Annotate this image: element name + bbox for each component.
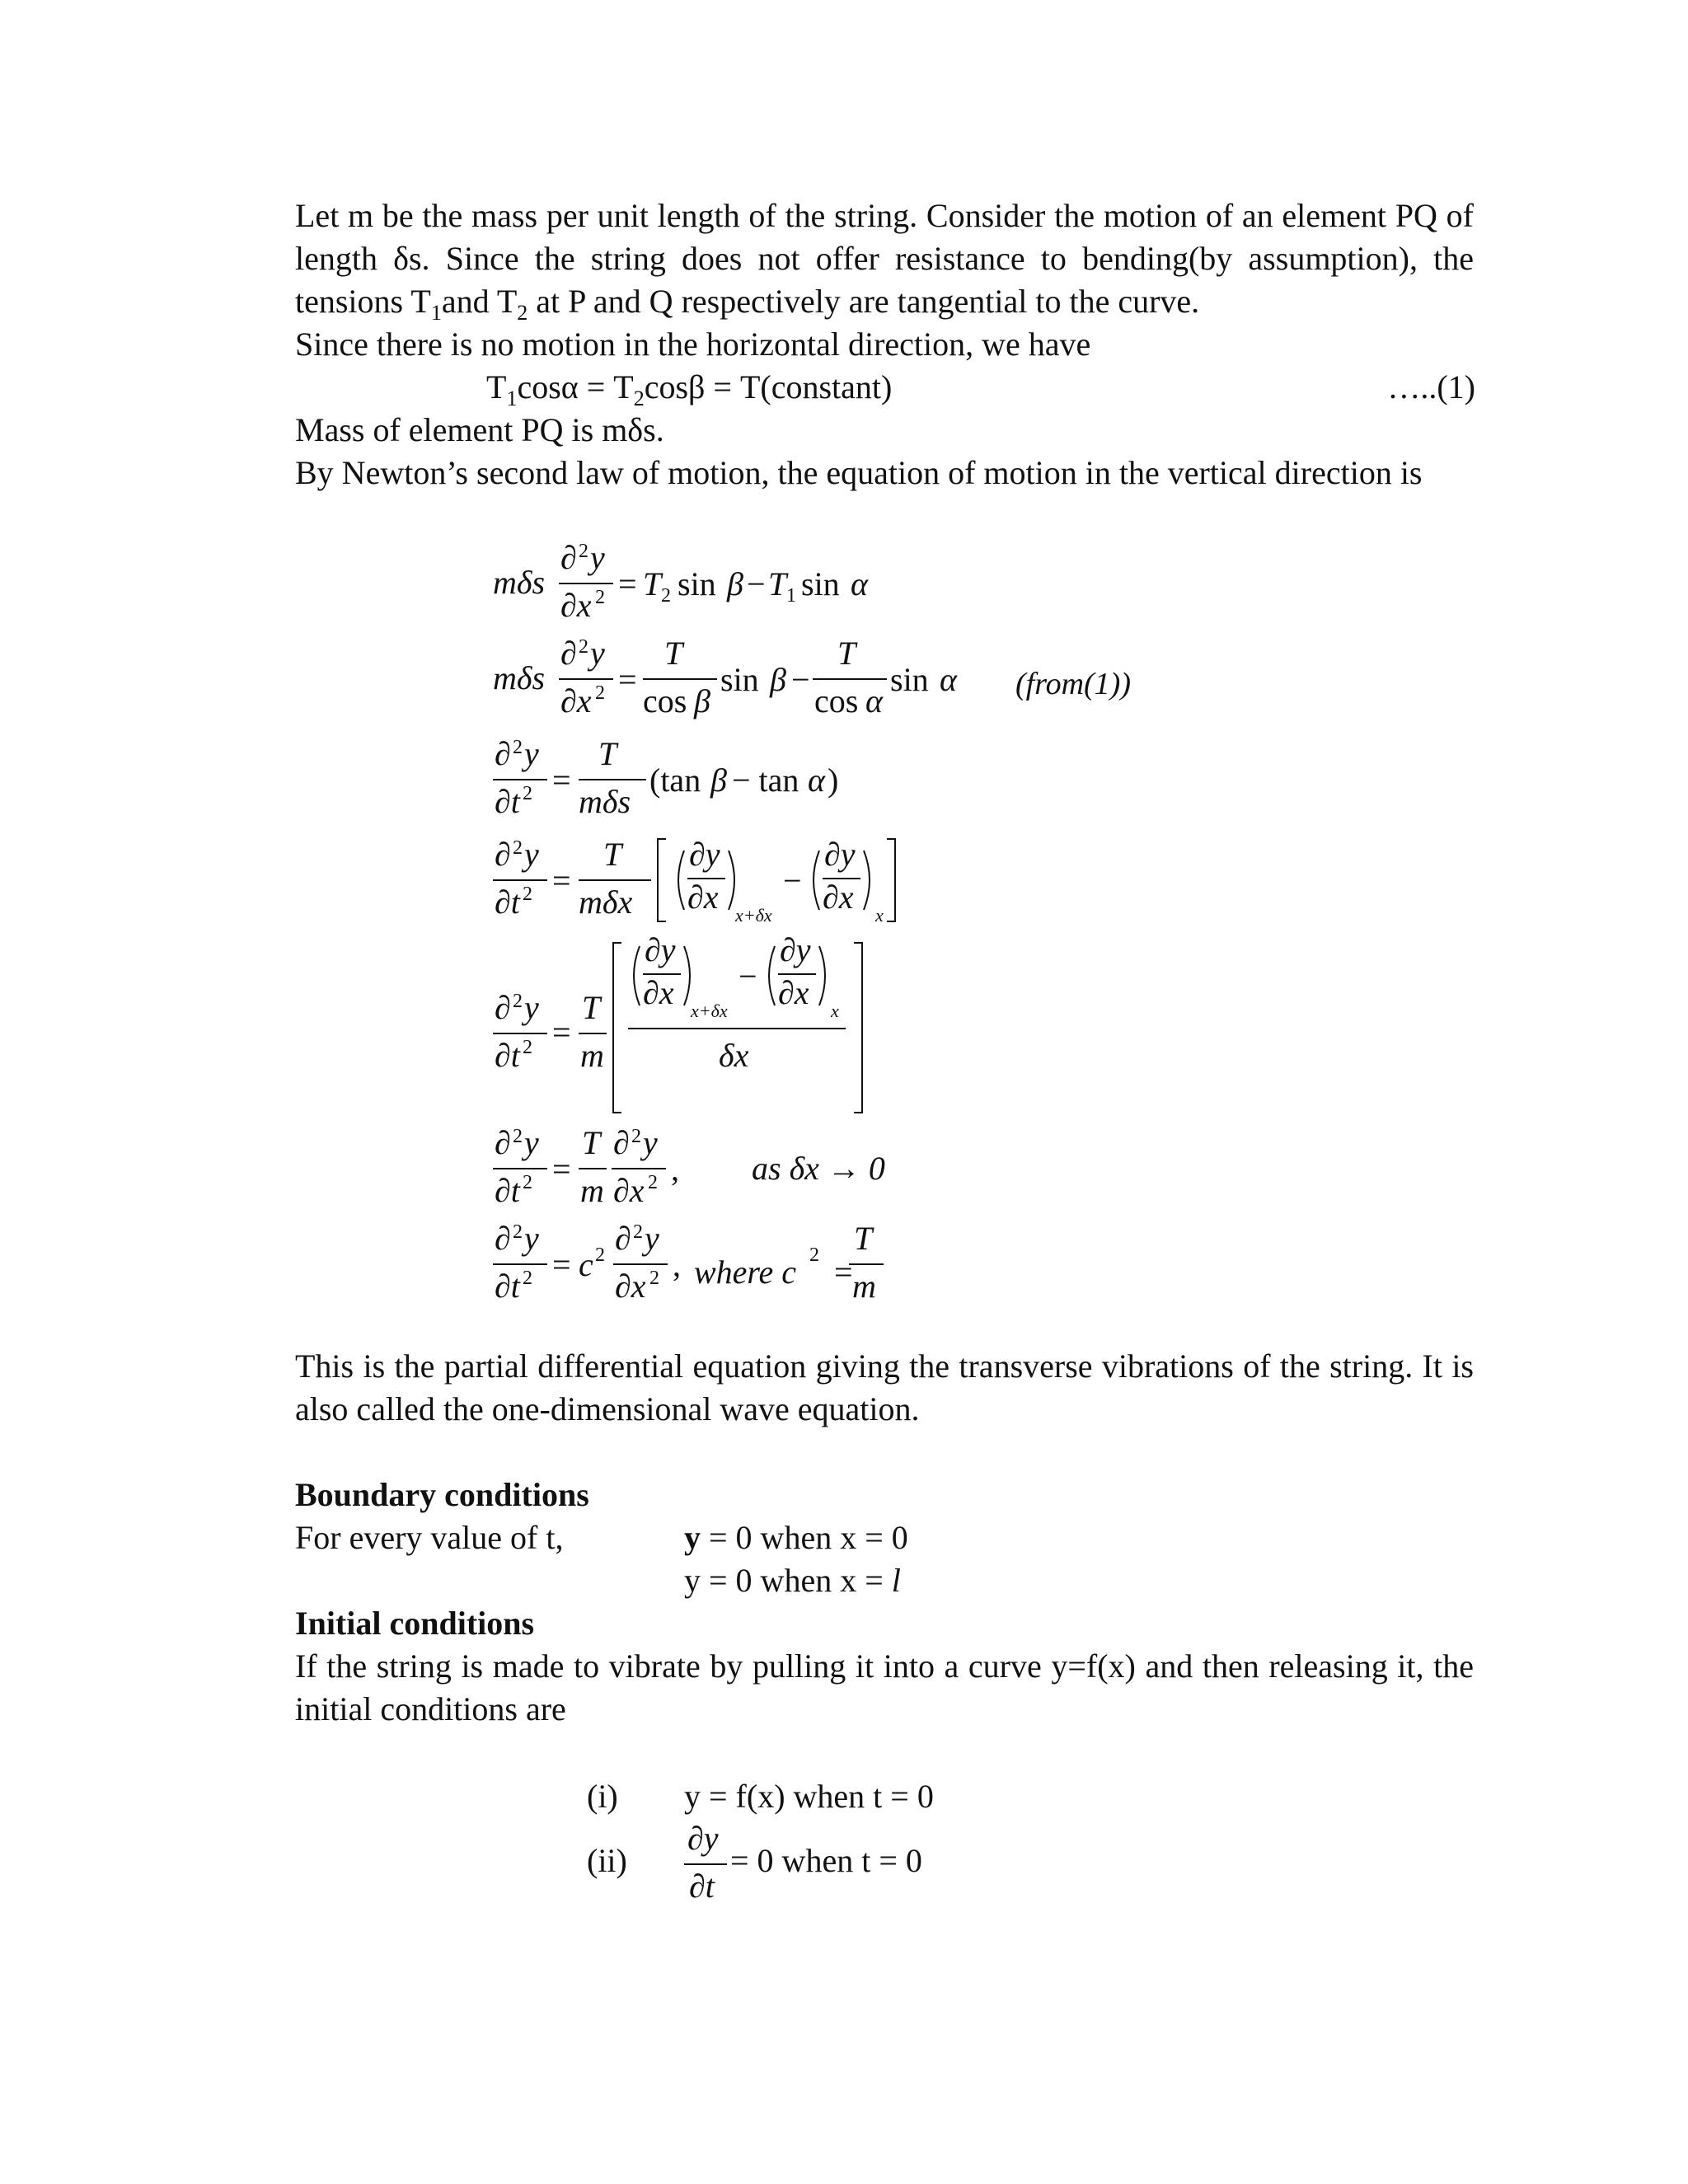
svg-text:,: , — [673, 1246, 681, 1283]
svg-text:− tan: − tan — [732, 762, 799, 799]
boundary-cond2-l: l — [891, 1562, 901, 1599]
svg-text:y: y — [524, 989, 539, 1026]
svg-text:mδs: mδs — [493, 659, 546, 696]
svg-text:y: y — [590, 635, 605, 672]
initial-conditions-text: If the string is made to vibrate by pulling it into a curve y=f(x) and then releasing it, the initial conditions are — [295, 1647, 1474, 1727]
svg-text:2: 2 — [513, 1221, 523, 1243]
boundary-lead-text: For every value of t, — [295, 1519, 564, 1556]
svg-text:2: 2 — [579, 541, 588, 562]
initial-item-2-fraction — [684, 1821, 734, 1920]
svg-text:β: β — [710, 762, 727, 799]
svg-text:α: α — [851, 565, 868, 602]
svg-text:sin: sin — [720, 661, 759, 698]
svg-text:m: m — [580, 1037, 604, 1074]
newton-law-text: By Newton’s second law of motion, the equation of motion in the vertical direction is — [295, 454, 1423, 491]
svg-text:T: T — [854, 1220, 873, 1257]
equation-step-1 — [493, 539, 889, 643]
svg-text:α: α — [808, 762, 825, 799]
intro-sub-1: 1 — [430, 301, 442, 325]
from-equation-1-note: (from(1)) — [1015, 667, 1131, 701]
svg-text:2: 2 — [595, 1244, 605, 1266]
equation-step-3 — [493, 735, 872, 839]
svg-text:α: α — [865, 682, 883, 719]
intro-text-1: Let m be the mass per unit length of the string. Consider the motion of an element PQ of length δs. Since the string does not offer resistance to bending(by assumption), the tensions T — [295, 197, 1474, 320]
svg-text:2: 2 — [523, 1172, 532, 1193]
svg-text:∂: ∂ — [495, 1124, 511, 1161]
initial-item-2-label: (ii) — [587, 1842, 627, 1879]
svg-text:(tan: (tan — [649, 762, 701, 799]
svg-text:T: T — [837, 635, 856, 672]
svg-text:2: 2 — [649, 1268, 659, 1289]
svg-text:T: T — [598, 735, 617, 772]
svg-text:sin: sin — [801, 565, 840, 602]
svg-text:y: y — [645, 1220, 659, 1257]
svg-text:2: 2 — [661, 585, 671, 607]
intro-text-2: and T — [441, 283, 518, 320]
svg-text:y: y — [524, 1124, 539, 1161]
svg-text:=: = — [552, 1246, 571, 1283]
svg-text:y: y — [524, 735, 539, 772]
equation-step-6 — [493, 1124, 740, 1228]
svg-text:m: m — [580, 1172, 604, 1209]
svg-text:∂: ∂ — [613, 1124, 630, 1161]
svg-text:∂y: ∂y — [689, 836, 720, 873]
svg-text:2: 2 — [513, 991, 523, 1012]
svg-text:2: 2 — [523, 1037, 532, 1058]
svg-text:T: T — [643, 565, 662, 602]
svg-text:1: 1 — [786, 585, 796, 607]
svg-text:α: α — [940, 661, 957, 698]
svg-text:cos: cos — [643, 682, 687, 719]
svg-text:,: , — [671, 1151, 679, 1188]
svg-text:∂t: ∂t — [495, 1037, 520, 1074]
initial-item-1-label: (i) — [587, 1778, 618, 1815]
svg-text:2: 2 — [513, 737, 523, 758]
svg-text:T: T — [768, 565, 787, 602]
where-exponent: 2 — [809, 1244, 819, 1266]
where-equals: = — [834, 1254, 853, 1291]
svg-text:∂x: ∂x — [778, 974, 809, 1011]
svg-text:x+δx: x+δx — [691, 1001, 728, 1021]
svg-text:∂: ∂ — [495, 836, 511, 873]
conclusion-paragraph: This is the partial differential equation giving the transverse vibrations of the string. It is also called the one-dimensional wave equation. — [295, 1347, 1474, 1427]
svg-text:∂y: ∂y — [687, 1820, 719, 1857]
svg-text:∂x: ∂x — [615, 1268, 646, 1305]
svg-text:β: β — [770, 661, 786, 698]
svg-text:=: = — [552, 1014, 571, 1051]
svg-text:∂x: ∂x — [643, 974, 674, 1011]
svg-text:x+δx: x+δx — [735, 905, 772, 926]
svg-text:δx: δx — [719, 1037, 749, 1074]
equation-step-5 — [493, 931, 889, 1126]
svg-text:∂t: ∂t — [495, 1268, 520, 1305]
svg-text:): ) — [828, 762, 839, 799]
svg-text:2: 2 — [523, 783, 532, 804]
svg-text:∂y: ∂y — [645, 931, 676, 968]
where-label: where c — [694, 1254, 797, 1291]
equation-step-4 — [493, 832, 921, 940]
svg-text:=: = — [618, 661, 637, 698]
svg-text:2: 2 — [579, 636, 588, 658]
intro-paragraph — [295, 194, 1474, 323]
svg-text:∂: ∂ — [495, 735, 511, 772]
svg-text:y: y — [524, 836, 539, 873]
svg-text:2: 2 — [595, 587, 605, 608]
eq1-part-b: cosα = T — [517, 368, 634, 405]
svg-text:−: − — [791, 661, 810, 698]
svg-text:=: = — [552, 762, 571, 799]
svg-text:−: − — [747, 565, 766, 602]
svg-text:mδx: mδx — [579, 883, 633, 921]
svg-text:T: T — [603, 836, 622, 873]
svg-text:T: T — [582, 1124, 601, 1161]
svg-text:sin: sin — [678, 565, 716, 602]
svg-text:∂y: ∂y — [780, 931, 811, 968]
boundary-conditions-heading: Boundary conditions — [295, 1476, 589, 1513]
svg-text:mδs: mδs — [579, 783, 631, 820]
svg-text:∂: ∂ — [560, 635, 577, 672]
svg-text:=: = — [552, 862, 571, 899]
equation-wave — [493, 1220, 707, 1324]
eq1-part-a: T — [486, 368, 507, 405]
boundary-cond1-rest: = 0 when x = 0 — [701, 1519, 908, 1556]
svg-text:2: 2 — [633, 1221, 643, 1243]
svg-text:2: 2 — [648, 1172, 658, 1193]
svg-text:x: x — [831, 1001, 839, 1021]
svg-text:∂t: ∂t — [495, 883, 520, 921]
boundary-cond2-text: y = 0 when x = — [684, 1562, 892, 1599]
limit-note: as δx → 0 — [752, 1150, 885, 1187]
svg-text:=: = — [618, 565, 637, 602]
boundary-condition-2 — [684, 1559, 901, 1602]
svg-text:∂t: ∂t — [495, 1172, 520, 1209]
svg-text:∂: ∂ — [615, 1220, 631, 1257]
intro-text-3: at P and Q respectively are tangential to the curve. — [528, 283, 1200, 320]
svg-text:y: y — [590, 539, 605, 576]
svg-text:cos: cos — [814, 682, 859, 719]
svg-text:∂t: ∂t — [689, 1868, 715, 1905]
svg-text:x: x — [875, 905, 884, 926]
svg-text:−: − — [783, 862, 802, 899]
boundary-condition-1 — [684, 1516, 908, 1559]
svg-text:∂: ∂ — [495, 1220, 511, 1257]
svg-text:2: 2 — [523, 1268, 532, 1289]
svg-text:T: T — [582, 989, 601, 1026]
svg-text:2: 2 — [513, 1126, 523, 1147]
equation-1 — [486, 366, 892, 409]
eq1-sub-1: 1 — [506, 387, 518, 410]
svg-text:2: 2 — [631, 1126, 641, 1147]
svg-text:sin: sin — [890, 661, 929, 698]
svg-text:y: y — [524, 1220, 539, 1257]
svg-text:β: β — [727, 565, 743, 602]
svg-text:=: = — [552, 1151, 571, 1188]
intro-sub-2: 2 — [517, 301, 528, 325]
svg-text:∂x: ∂x — [560, 587, 592, 624]
svg-text:−: − — [738, 958, 757, 995]
equation-1-number: …..(1) — [1387, 368, 1475, 405]
svg-text:m: m — [852, 1268, 876, 1305]
svg-text:β: β — [694, 682, 710, 719]
svg-text:y: y — [643, 1124, 658, 1161]
initial-item-2-text: = 0 when t = 0 — [730, 1842, 922, 1879]
svg-text:T: T — [664, 635, 683, 672]
mass-element-text: Mass of element PQ is mδs. — [295, 411, 664, 448]
svg-text:∂t: ∂t — [495, 783, 520, 820]
svg-text:∂: ∂ — [495, 989, 511, 1026]
eq1-part-c: cosβ = T(constant) — [644, 368, 893, 405]
svg-text:c: c — [579, 1246, 593, 1283]
svg-text:2: 2 — [513, 837, 523, 859]
svg-text:∂: ∂ — [560, 539, 577, 576]
horizontal-motion-text: Since there is no motion in the horizontal direction, we have — [295, 326, 1091, 363]
svg-text:∂x: ∂x — [560, 682, 592, 719]
svg-text:∂x: ∂x — [823, 879, 854, 916]
eq1-sub-2: 2 — [633, 387, 645, 410]
svg-text:2: 2 — [595, 682, 605, 704]
initial-item-1-text: y = f(x) when t = 0 — [684, 1778, 934, 1815]
svg-text:2: 2 — [523, 883, 532, 905]
initial-conditions-heading: Initial conditions — [295, 1605, 535, 1642]
svg-text:∂y: ∂y — [824, 836, 856, 873]
svg-text:∂x: ∂x — [687, 879, 719, 916]
svg-text:mδs: mδs — [493, 564, 546, 601]
boundary-cond1-y: y — [684, 1519, 701, 1556]
svg-text:∂x: ∂x — [613, 1172, 645, 1209]
